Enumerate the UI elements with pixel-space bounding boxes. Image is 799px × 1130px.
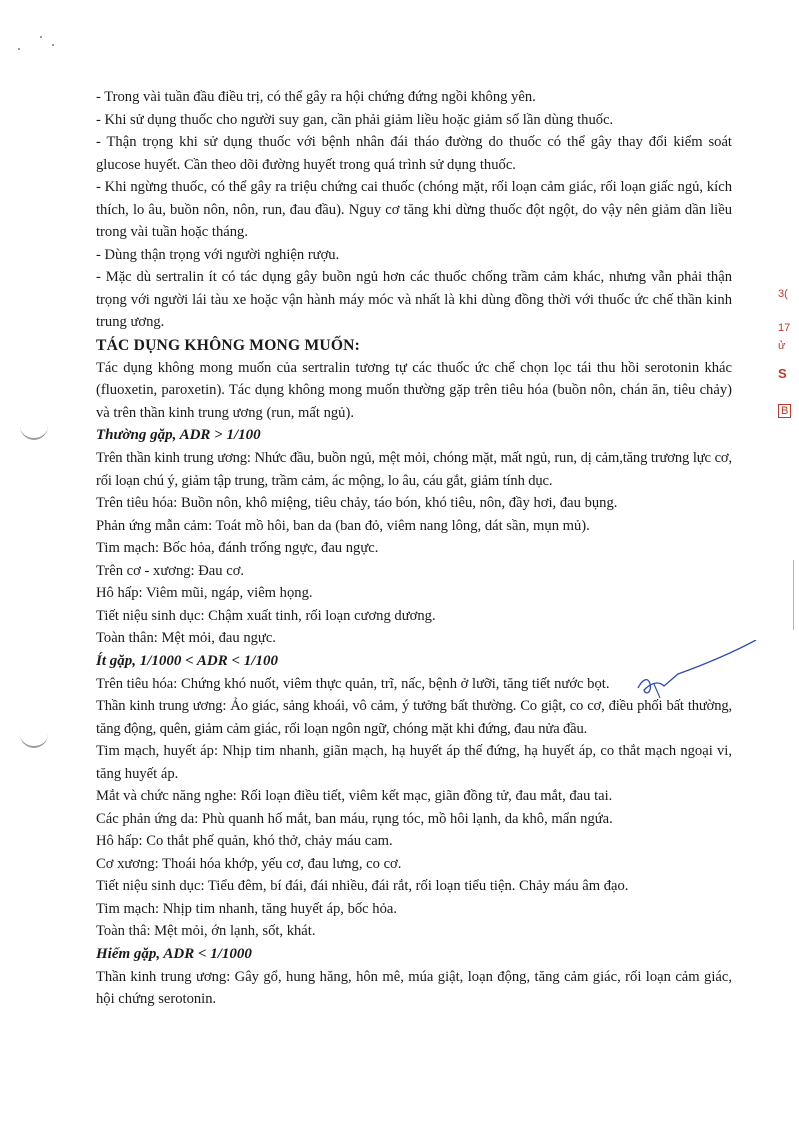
common-effect-item: Hô hấp: Viêm mũi, ngáp, viêm họng.: [96, 585, 313, 601]
uncommon-effect-item: Mắt và chức năng nghe: Rối loạn điều tiết, viêm kết mạc, giãn đồng tử, đau mắt, đau tai.: [96, 788, 613, 804]
margin-mark: B: [778, 404, 791, 418]
uncommon-effect-item: Toàn thâ: Mệt mỏi, ớn lạnh, sốt, khát.: [96, 923, 316, 939]
scan-edge-line: [793, 560, 794, 630]
common-effect-item: Trên cơ - xương: Đau cơ.: [96, 562, 245, 579]
margin-mark: 17: [778, 322, 791, 334]
scan-speck: [18, 48, 20, 50]
subheading-uncommon: Ít gặp, 1/1000 < ADR < 1/100: [96, 652, 278, 669]
precaution-item: - Trong vài tuần đầu điều trị, có thể gây ra hội chứng đứng ngồi không yên.: [96, 89, 536, 105]
scan-speck: [40, 36, 42, 38]
uncommon-effect-item: Các phản ứng da: Phù quanh hố mắt, ban máu, rụng tóc, mồ hôi lạnh, da khô, mẩn ngứa.: [96, 810, 613, 827]
adverse-effects-intro: Tác dụng không mong muốn của sertralin tương tự các thuốc ức chế chọn lọc tái thu hồi serotonin khác (fluoxetin, paroxetin). Tác dụng không mong muốn thường gặp trên tiêu hóa (buồn nôn, chán ăn, tiêu chảy) và trên thần kinh trung ương (run, mất ngủ).: [96, 359, 732, 421]
margin-mark: ử: [778, 340, 786, 352]
scan-speck: [52, 44, 54, 46]
uncommon-effect-item: Cơ xương: Thoái hóa khớp, yếu cơ, đau lưng, co cơ.: [96, 855, 402, 872]
uncommon-effect-item: Tim mạch: Nhịp tim nhanh, tăng huyết áp, bốc hỏa.: [96, 900, 398, 917]
margin-mark: 3(: [778, 288, 788, 300]
common-effect-item: Toàn thân: Mệt mỏi, đau ngực.: [96, 630, 276, 646]
binder-hole-mark: [20, 730, 48, 748]
binder-hole-mark: [20, 422, 48, 440]
precaution-item: - Khi ngừng thuốc, có thể gây ra triệu chứng cai thuốc (chóng mặt, rối loạn cảm giác, rối loạn giấc ngủ, kích thích, lo âu, buồn nôn, nôn, run, đau đầu). Nguy cơ tăng khi dừng thuốc đột ngột, do vậy nên giảm dần liều trong vài tuần hoặc tháng.: [96, 179, 732, 240]
document-body: [96, 86, 732, 1011]
common-effect-item: Phản ứng mẫn cảm: Toát mồ hôi, ban da (ban đỏ, viêm nang lông, dát sần, mụn mủ).: [96, 517, 590, 534]
uncommon-effect-item: Thần kinh trung ương: Ảo giác, sảng khoái, vô cảm, ý tưởng bất thường. Co giật, co cơ, điều phối bất thường, tăng động, quên, giảm cảm giác, rối loạn ngôn ngữ, chóng mặt khi đứng, đau nửa đầu.: [96, 698, 732, 737]
precaution-item: - Khi sử dụng thuốc cho người suy gan, cần phải giảm liều hoặc giảm số lần dùng thuốc.: [96, 111, 614, 128]
section-heading-adverse-effects: TÁC DỤNG KHÔNG MONG MUỐN:: [96, 336, 361, 354]
uncommon-effect-item: Trên tiêu hóa: Chứng khó nuốt, viêm thực quản, trĩ, nấc, bệnh ở lưỡi, tăng tiết nước bọt.: [96, 675, 610, 692]
precaution-item: - Dùng thận trọng với người nghiện rượu.: [96, 246, 340, 263]
uncommon-effect-item: Tiết niệu sinh dục: Tiểu đêm, bí đái, đái nhiều, đái rắt, rối loạn tiểu tiện. Chảy máu âm đạo.: [96, 878, 629, 894]
common-effect-item: Trên thần kinh trung ương: Nhức đầu, buồn ngủ, mệt mỏi, chóng mặt, mất ngủ, run, dị cảm,tăng trương lực cơ, rối loạn chú ý, giảm tập trung, trầm cảm, ác mộng, lo âu, cáu gắt, giảm tính dục.: [96, 450, 732, 489]
common-effect-item: Tim mạch: Bốc hỏa, đánh trống ngực, đau ngực.: [96, 540, 379, 556]
subheading-rare: Hiếm gặp, ADR < 1/1000: [96, 945, 252, 962]
uncommon-effect-item: Tim mạch, huyết áp: Nhịp tim nhanh, giãn mạch, hạ huyết áp thế đứng, hạ huyết áp, co thắt mạch ngoại vi, tăng huyết áp.: [96, 743, 732, 782]
rare-effect-item: Thần kinh trung ương: Gây gổ, hung hăng, hôn mê, múa giật, loạn động, tăng cảm giác, rối loạn cảm giác, hội chứng serotonin.: [96, 968, 732, 1007]
precaution-item: - Mặc dù sertralin ít có tác dụng gây buồn ngủ hơn các thuốc chống trầm cảm khác, nhưng vẫn phải thận trọng với người lái tàu xe hoặc vận hành máy móc và nhất là khi dùng đồng thời với thuốc ức chế thần kinh trung ương.: [96, 269, 732, 330]
uncommon-effect-item: Hô hấp: Co thắt phế quản, khó thở, chảy máu cam.: [96, 833, 393, 849]
common-effect-item: Tiết niệu sinh dục: Chậm xuất tinh, rối loạn cương dương.: [96, 607, 436, 624]
precaution-item: - Thận trọng khi sử dụng thuốc với bệnh nhân đái tháo đường do thuốc có thể gây thay đổi kiểm soát glucose huyết. Cần theo dõi đường huyết trong quá trình sử dụng thuốc.: [96, 134, 732, 173]
common-effect-item: Trên tiêu hóa: Buồn nôn, khô miệng, tiêu chảy, táo bón, khó tiêu, nôn, đầy hơi, đau bụng.: [96, 495, 618, 511]
margin-mark: S: [778, 366, 787, 381]
subheading-common: Thường gặp, ADR > 1/100: [96, 427, 261, 443]
